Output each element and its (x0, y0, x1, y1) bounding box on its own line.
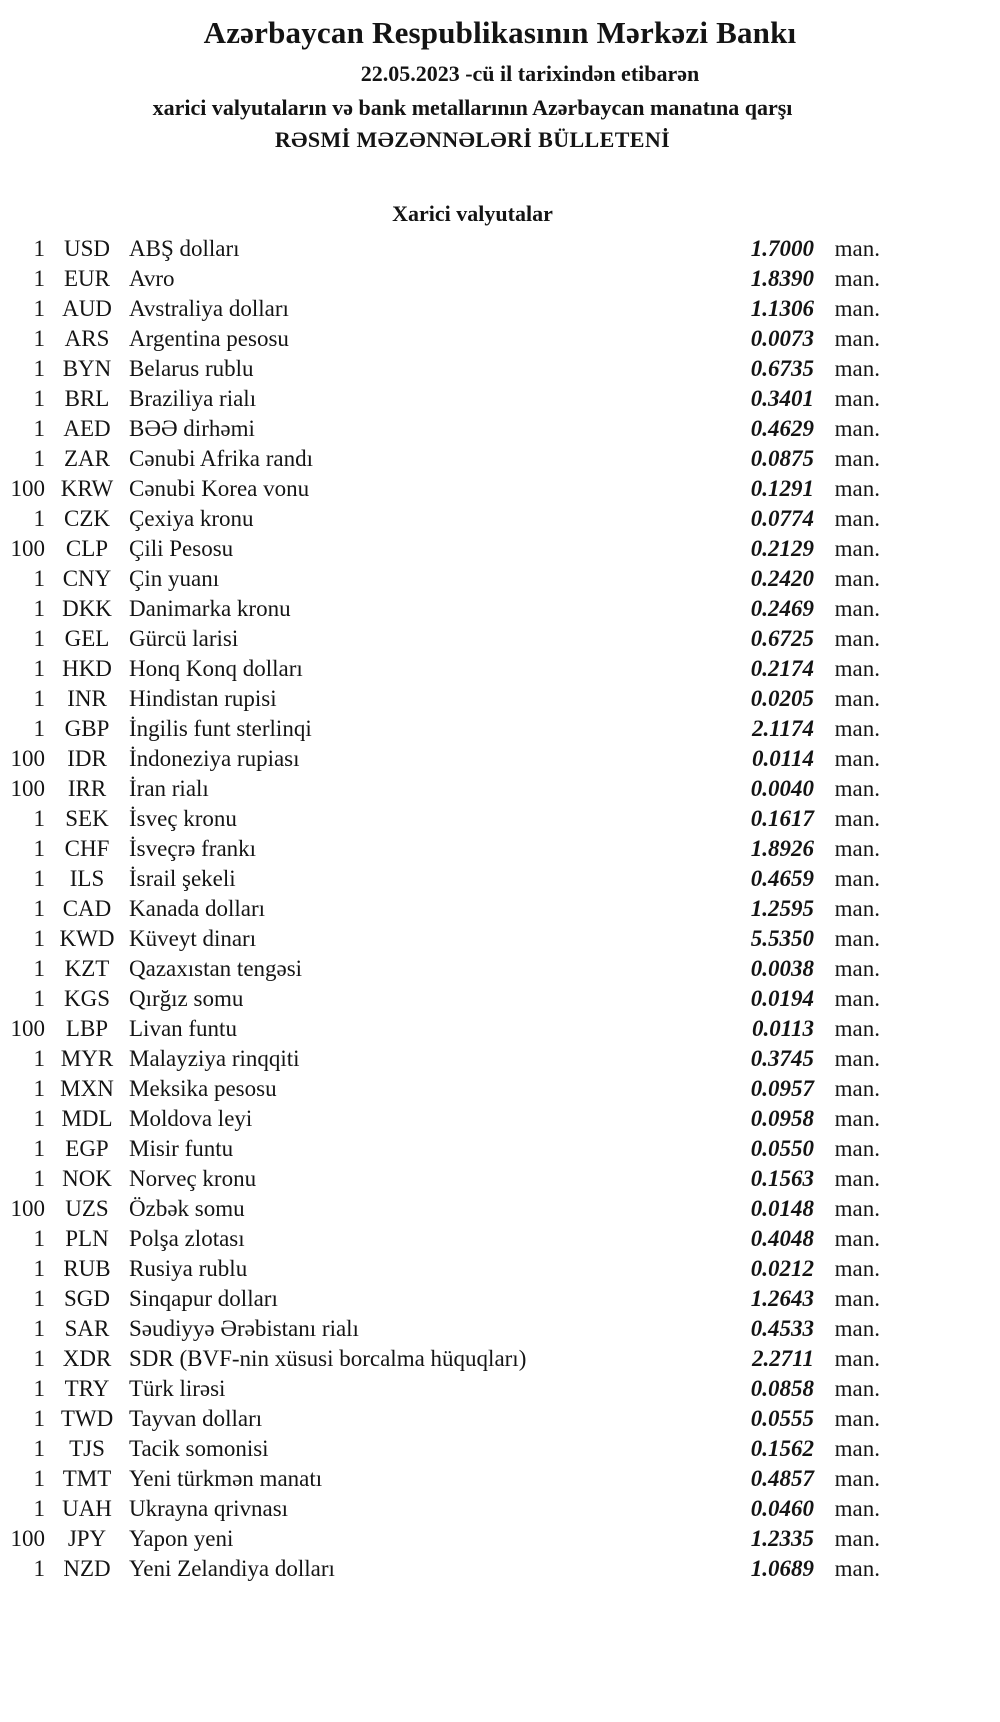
rate-value-cell: 0.4533 (750, 1315, 814, 1341)
currency-code-cell: KGS (63, 985, 110, 1011)
quantity-cell: 1 (33, 1135, 45, 1161)
rate-value-cell: 1.1306 (750, 295, 814, 321)
table-row (0, 1164, 880, 1194)
unit-label-cell: man. (834, 1165, 880, 1191)
currency-code-cell: UAH (62, 1495, 112, 1521)
rates-table-body (0, 234, 880, 1584)
unit-label-cell: man. (834, 895, 880, 921)
table-row (0, 684, 880, 714)
currency-name-cell: Honq Konq dolları (129, 655, 303, 681)
quantity-cell: 1 (33, 265, 45, 291)
currency-name-cell: Meksika pesosu (129, 1075, 277, 1101)
unit-label-cell: man. (834, 1435, 880, 1461)
currency-name-cell: Norveç kronu (129, 1165, 257, 1191)
table-row (0, 384, 880, 414)
rate-value-cell: 2.1174 (752, 715, 814, 741)
unit-label-cell: man. (834, 355, 880, 381)
quantity-cell: 1 (33, 655, 45, 681)
rate-value-cell: 1.0689 (750, 1555, 814, 1581)
currency-name-cell: Moldova leyi (129, 1105, 253, 1131)
table-row (0, 834, 880, 864)
currency-code-cell: KZT (64, 955, 110, 981)
currency-code-cell: CLP (65, 535, 109, 561)
rate-value-cell: 1.8390 (750, 265, 814, 291)
currency-name-cell: İran rialı (129, 775, 209, 801)
currency-code-cell: ARS (64, 325, 110, 351)
rate-value-cell: 0.3401 (750, 385, 814, 411)
table-row (0, 564, 880, 594)
table-row (0, 264, 880, 294)
currency-code-cell: ZAR (64, 445, 110, 471)
currency-name-cell: Yeni Zelandiya dolları (129, 1555, 335, 1581)
currency-name-cell: Çili Pesosu (129, 535, 234, 561)
unit-label-cell: man. (834, 805, 880, 831)
unit-label-cell: man. (834, 1045, 880, 1071)
currency-code-cell: CHF (64, 835, 110, 861)
currency-code-cell: GBP (64, 715, 110, 741)
unit-label-cell: man. (834, 625, 880, 651)
rate-value-cell: 0.6735 (750, 355, 814, 381)
unit-label-cell: man. (834, 415, 880, 441)
table-row (0, 1554, 880, 1584)
table-row (0, 654, 880, 684)
unit-label-cell: man. (834, 775, 880, 801)
unit-label-cell: man. (834, 475, 880, 501)
rate-value-cell: 0.0555 (750, 1405, 814, 1431)
rate-value-cell: 0.2469 (750, 595, 814, 621)
rate-value-cell: 0.0114 (752, 745, 814, 771)
currency-code-cell: SGD (63, 1285, 110, 1311)
quantity-cell: 1 (33, 1255, 45, 1281)
rate-value-cell: 0.0460 (750, 1495, 814, 1521)
table-row (0, 444, 880, 474)
unit-label-cell: man. (834, 835, 880, 861)
rate-value-cell: 1.2643 (750, 1285, 814, 1311)
rate-value-cell: 0.0073 (750, 325, 814, 351)
rate-value-cell: 0.0113 (752, 1015, 814, 1041)
table-row (0, 1014, 880, 1044)
currency-code-cell: AUD (62, 295, 112, 321)
currency-name-cell: Qazaxıstan tengəsi (129, 955, 303, 981)
unit-label-cell: man. (834, 955, 880, 981)
table-row (0, 1464, 880, 1494)
rate-value-cell: 0.1562 (750, 1435, 814, 1461)
table-row (0, 534, 880, 564)
currency-name-cell: İndoneziya rupiası (129, 745, 300, 771)
unit-label-cell: man. (834, 1105, 880, 1131)
currency-code-cell: DKK (62, 595, 112, 621)
quantity-cell: 1 (33, 325, 45, 351)
currency-code-cell: JPY (67, 1525, 107, 1551)
table-row (0, 1314, 880, 1344)
currency-code-cell: XDR (62, 1345, 112, 1371)
table-row (0, 1254, 880, 1284)
currency-code-cell: KWD (59, 925, 115, 951)
currency-code-cell: EGP (65, 1135, 109, 1161)
currency-code-cell: ILS (69, 865, 105, 891)
currency-name-cell: Küveyt dinarı (129, 925, 257, 951)
unit-label-cell: man. (834, 925, 880, 951)
currency-name-cell: Kanada dolları (129, 895, 266, 921)
unit-label-cell: man. (834, 1285, 880, 1311)
table-row (0, 1134, 880, 1164)
bulletin-title: RƏSMİ MƏZƏNNƏLƏRİ BÜLLETENİ (274, 127, 671, 153)
table-row (0, 894, 880, 924)
rate-value-cell: 2.2711 (752, 1345, 814, 1371)
rate-value-cell: 0.0205 (750, 685, 814, 711)
currency-code-cell: LBP (65, 1015, 109, 1041)
currency-code-cell: MDL (61, 1105, 113, 1131)
currency-code-cell: AED (63, 415, 111, 441)
currency-name-cell: Ukrayna qrivnası (129, 1495, 289, 1521)
quantity-cell: 1 (33, 1165, 45, 1191)
rate-value-cell: 0.0194 (750, 985, 814, 1011)
table-row (0, 1524, 880, 1554)
quantity-cell: 1 (33, 415, 45, 441)
unit-label-cell: man. (834, 1015, 880, 1041)
quantity-cell: 1 (33, 1105, 45, 1131)
quantity-cell: 1 (33, 895, 45, 921)
currency-name-cell: İsrail şekeli (129, 865, 236, 891)
quantity-cell: 1 (33, 445, 45, 471)
quantity-cell: 1 (33, 805, 45, 831)
currency-name-cell: ABŞ dolları (129, 235, 240, 261)
currency-code-cell: NZD (63, 1555, 111, 1581)
table-row (0, 1044, 880, 1074)
quantity-cell: 100 (10, 1015, 45, 1041)
document-header (0, 14, 1000, 155)
unit-label-cell: man. (834, 685, 880, 711)
quantity-cell: 1 (33, 1315, 45, 1341)
table-row (0, 1404, 880, 1434)
table-row (0, 1104, 880, 1134)
table-row (0, 474, 880, 504)
quantity-cell: 1 (33, 595, 45, 621)
unit-label-cell: man. (834, 235, 880, 261)
quantity-cell: 1 (33, 1465, 45, 1491)
currency-code-cell: BYN (62, 355, 112, 381)
table-row (0, 1074, 880, 1104)
rate-value-cell: 0.0038 (750, 955, 814, 981)
rate-value-cell: 0.0958 (750, 1105, 814, 1131)
unit-label-cell: man. (834, 1315, 880, 1341)
rate-value-cell: 0.1617 (750, 805, 814, 831)
rate-value-cell: 1.2335 (750, 1525, 814, 1551)
currency-code-cell: CNY (62, 565, 112, 591)
table-row (0, 744, 880, 774)
rate-value-cell: 0.2129 (750, 535, 814, 561)
quantity-cell: 100 (10, 1525, 45, 1551)
currency-code-cell: CAD (62, 895, 112, 921)
quantity-cell: 1 (33, 1495, 45, 1521)
unit-label-cell: man. (834, 265, 880, 291)
quantity-cell: 1 (33, 1555, 45, 1581)
currency-name-cell: Çin yuanı (129, 565, 220, 591)
unit-label-cell: man. (834, 445, 880, 471)
currency-name-cell: Braziliya rialı (129, 385, 257, 411)
currency-code-cell: IRR (67, 775, 107, 801)
currency-code-cell: PLN (65, 1225, 109, 1251)
quantity-cell: 1 (33, 1435, 45, 1461)
rate-value-cell: 0.4659 (750, 865, 814, 891)
table-row (0, 1494, 880, 1524)
exchange-rates-table (0, 234, 880, 1584)
rate-value-cell: 0.4048 (750, 1225, 814, 1251)
table-row (0, 294, 880, 324)
rate-value-cell: 0.1291 (750, 475, 814, 501)
rate-value-cell: 0.0040 (750, 775, 814, 801)
currency-code-cell: MYR (60, 1045, 114, 1071)
quantity-cell: 100 (10, 475, 45, 501)
currency-code-cell: TRY (64, 1375, 110, 1401)
bank-title: Azərbaycan Respublikasının Mərkəzi Bankı (203, 15, 797, 50)
unit-label-cell: man. (834, 1075, 880, 1101)
rate-value-cell: 0.4857 (750, 1465, 814, 1491)
unit-label-cell: man. (834, 1255, 880, 1281)
currency-name-cell: Səudiyyə Ərəbistanı rialı (129, 1315, 359, 1341)
table-row (0, 324, 880, 354)
quantity-cell: 1 (33, 1075, 45, 1101)
unit-label-cell: man. (834, 1195, 880, 1221)
currency-code-cell: MXN (60, 1075, 114, 1101)
scope-line: xarici valyutaların və bank metallarının Azərbaycan manatına qarşı (152, 94, 793, 120)
quantity-cell: 100 (10, 745, 45, 771)
quantity-cell: 1 (33, 955, 45, 981)
rate-value-cell: 0.4629 (750, 415, 814, 441)
unit-label-cell: man. (834, 385, 880, 411)
table-row (0, 624, 880, 654)
table-row (0, 354, 880, 384)
table-row (0, 714, 880, 744)
rate-value-cell: 0.6725 (750, 625, 814, 651)
quantity-cell: 100 (10, 535, 45, 561)
rate-value-cell: 1.2595 (750, 895, 814, 921)
unit-label-cell: man. (834, 865, 880, 891)
quantity-cell: 1 (33, 985, 45, 1011)
section-title-foreign-currencies: Xarici valyutalar (392, 200, 553, 226)
currency-name-cell: Yeni türkmən manatı (129, 1465, 323, 1491)
quantity-cell: 1 (33, 565, 45, 591)
unit-label-cell: man. (834, 715, 880, 741)
currency-code-cell: GEL (64, 625, 110, 651)
quantity-cell: 1 (33, 1405, 45, 1431)
table-row (0, 804, 880, 834)
currency-name-cell: Tacik somonisi (129, 1435, 269, 1461)
table-row (0, 984, 880, 1014)
quantity-cell: 1 (33, 1345, 45, 1371)
unit-label-cell: man. (834, 1525, 880, 1551)
currency-code-cell: EUR (64, 265, 110, 291)
table-row (0, 1284, 880, 1314)
currency-name-cell: Cənubi Afrika randı (129, 445, 313, 471)
rate-value-cell: 0.0550 (750, 1135, 814, 1161)
table-row (0, 954, 880, 984)
currency-name-cell: Çexiya kronu (129, 505, 254, 531)
unit-label-cell: man. (834, 325, 880, 351)
table-row (0, 1344, 880, 1374)
currency-name-cell: Türk lirəsi (129, 1375, 226, 1401)
unit-label-cell: man. (834, 595, 880, 621)
rate-value-cell: 1.7000 (750, 235, 814, 261)
quantity-cell: 1 (33, 625, 45, 651)
currency-name-cell: Argentina pesosu (129, 325, 289, 351)
currency-code-cell: UZS (65, 1195, 109, 1221)
currency-name-cell: Avstraliya dolları (129, 295, 289, 321)
unit-label-cell: man. (834, 505, 880, 531)
quantity-cell: 1 (33, 385, 45, 411)
currency-name-cell: Hindistan rupisi (129, 685, 277, 711)
currency-name-cell: SDR (BVF-nin xüsusi borcalma hüquqları) (129, 1345, 527, 1371)
rate-value-cell: 0.0774 (750, 505, 814, 531)
currency-name-cell: Özbək somu (129, 1195, 245, 1221)
quantity-cell: 1 (33, 1375, 45, 1401)
unit-label-cell: man. (834, 745, 880, 771)
currency-name-cell: Livan funtu (129, 1015, 237, 1041)
currency-name-cell: Gürcü larisi (129, 625, 239, 651)
currency-code-cell: INR (67, 685, 107, 711)
rate-value-cell: 0.2420 (750, 565, 814, 591)
quantity-cell: 1 (33, 295, 45, 321)
unit-label-cell: man. (834, 1495, 880, 1521)
table-row (0, 234, 880, 264)
quantity-cell: 1 (33, 865, 45, 891)
currency-name-cell: Cənubi Korea vonu (129, 475, 310, 501)
currency-code-cell: IDR (67, 745, 107, 771)
unit-label-cell: man. (834, 985, 880, 1011)
currency-code-cell: HKD (62, 655, 112, 681)
rate-value-cell: 0.0212 (750, 1255, 814, 1281)
currency-name-cell: Malayziya rinqqiti (129, 1045, 300, 1071)
currency-code-cell: BRL (64, 385, 110, 411)
unit-label-cell: man. (834, 1465, 880, 1491)
currency-name-cell: BƏƏ dirhəmi (129, 415, 255, 441)
rate-value-cell: 0.2174 (750, 655, 814, 681)
table-row (0, 924, 880, 954)
currency-name-cell: Danimarka kronu (129, 595, 291, 621)
unit-label-cell: man. (834, 1405, 880, 1431)
rate-value-cell: 5.5350 (750, 925, 814, 951)
currency-code-cell: KRW (60, 475, 114, 501)
currency-name-cell: Misir funtu (129, 1135, 234, 1161)
table-row (0, 1374, 880, 1404)
table-row (0, 1434, 880, 1464)
currency-name-cell: Belarus rublu (129, 355, 254, 381)
rate-value-cell: 0.0957 (750, 1075, 814, 1101)
currency-code-cell: CZK (64, 505, 110, 531)
currency-name-cell: Polşa zlotası (129, 1225, 245, 1251)
table-row (0, 864, 880, 894)
currency-code-cell: NOK (62, 1165, 112, 1191)
unit-label-cell: man. (834, 565, 880, 591)
quantity-cell: 1 (33, 715, 45, 741)
currency-name-cell: Qırğız somu (129, 985, 244, 1011)
quantity-cell: 1 (33, 235, 45, 261)
currency-code-cell: USD (63, 235, 110, 261)
currency-code-cell: TWD (60, 1405, 114, 1431)
quantity-cell: 1 (33, 505, 45, 531)
currency-name-cell: İngilis funt sterlinqi (129, 715, 312, 741)
currency-name-cell: Tayvan dolları (129, 1405, 263, 1431)
unit-label-cell: man. (834, 655, 880, 681)
quantity-cell: 1 (33, 1045, 45, 1071)
currency-code-cell: TMT (62, 1465, 112, 1491)
currency-name-cell: Rusiya rublu (129, 1255, 248, 1281)
rate-value-cell: 1.8926 (750, 835, 814, 861)
table-row (0, 1194, 880, 1224)
rate-value-cell: 0.3745 (750, 1045, 814, 1071)
currency-code-cell: SAR (64, 1315, 110, 1341)
unit-label-cell: man. (834, 295, 880, 321)
table-row (0, 594, 880, 624)
quantity-cell: 100 (10, 775, 45, 801)
table-row (0, 504, 880, 534)
currency-code-cell: TJS (69, 1435, 105, 1461)
table-row (0, 774, 880, 804)
unit-label-cell: man. (834, 1555, 880, 1581)
rate-value-cell: 0.1563 (750, 1165, 814, 1191)
quantity-cell: 1 (33, 925, 45, 951)
currency-name-cell: İsveç kronu (129, 805, 237, 831)
currency-code-cell: RUB (63, 1255, 111, 1281)
unit-label-cell: man. (834, 1375, 880, 1401)
table-row (0, 414, 880, 444)
currency-name-cell: Sinqapur dolları (129, 1285, 278, 1311)
quantity-cell: 1 (33, 1225, 45, 1251)
currency-code-cell: SEK (65, 805, 109, 831)
currency-name-cell: İsveçrə frankı (129, 835, 257, 861)
currency-name-cell: Avro (129, 265, 175, 291)
unit-label-cell: man. (834, 1345, 880, 1371)
unit-label-cell: man. (834, 1135, 880, 1161)
rate-value-cell: 0.0858 (750, 1375, 814, 1401)
quantity-cell: 100 (10, 1195, 45, 1221)
unit-label-cell: man. (834, 1225, 880, 1251)
quantity-cell: 1 (33, 355, 45, 381)
effective-date-line: 22.05.2023 -cü il tarixindən etibarən (360, 61, 700, 87)
rate-value-cell: 0.0148 (750, 1195, 814, 1221)
quantity-cell: 1 (33, 1285, 45, 1311)
quantity-cell: 1 (33, 835, 45, 861)
quantity-cell: 1 (33, 685, 45, 711)
currency-name-cell: Yapon yeni (129, 1525, 234, 1551)
rate-value-cell: 0.0875 (750, 445, 814, 471)
unit-label-cell: man. (834, 535, 880, 561)
table-row (0, 1224, 880, 1254)
